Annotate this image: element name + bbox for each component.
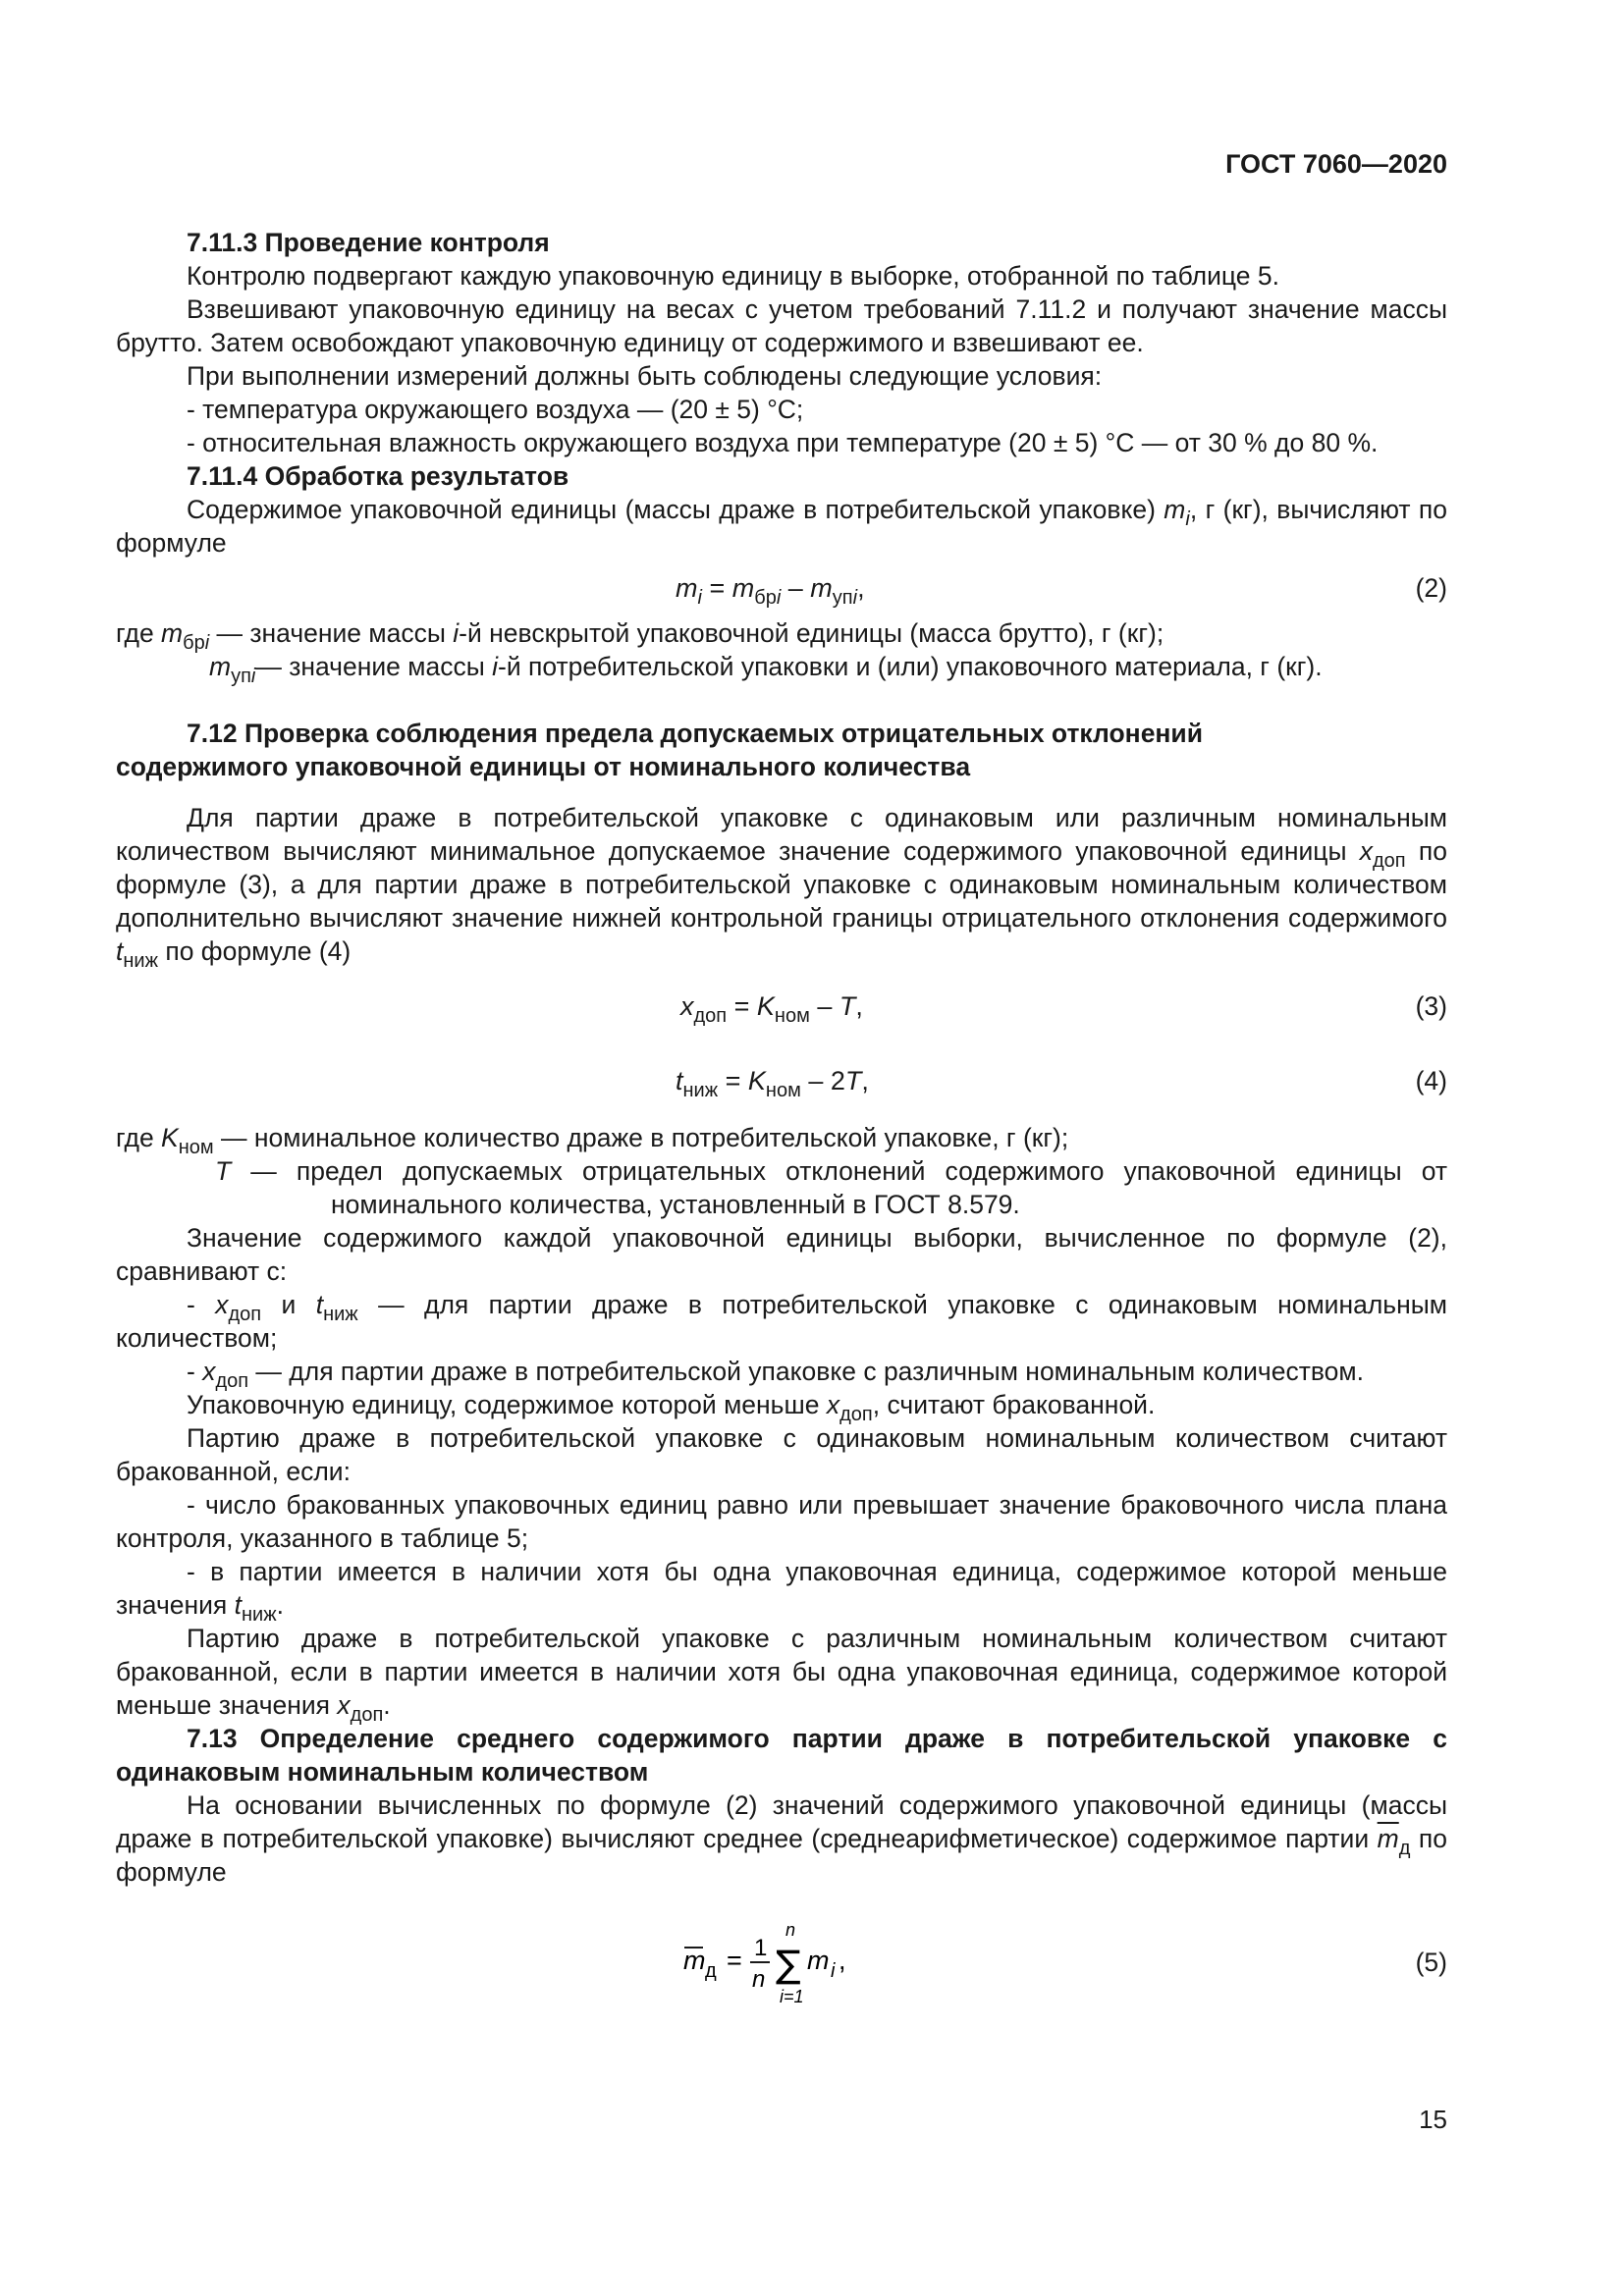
paragraph: Партию драже в потребительской упаковке с различным номинальным количеством считают бракованной, если в партии имеется в наличии хотя бы одна упаковочная единица, содержимое которой меньше значения $x_{доп}$.	[116, 1624, 1447, 1726]
formula-5-numerator: 1	[754, 1935, 768, 1961]
formula-5-upper-limit: n	[785, 1920, 796, 1940]
formula-5-number: (5)	[1415, 1948, 1447, 1977]
formula-4-expression: $t_{ниж} = K_{ном} - 2T$,	[676, 1066, 869, 1101]
list-item: - $x_{доп}$ — для партии драже в потребительской упаковке с различным номинальным количеством.	[187, 1357, 1364, 1392]
paragraph: При выполнении измерений должны быть соблюдены следующие условия:	[187, 361, 1103, 391]
paragraph: Партию драже в потребительской упаковке с одинаковым номинальным количеством считают бракованной, если:	[116, 1423, 1447, 1486]
paragraph: Значение содержимого каждой упаковочной единицы выборки, вычисленное по формуле (2), сравнивают с:	[116, 1223, 1447, 1286]
page-content	[116, 226, 1447, 2026]
document-header: ГОСТ 7060—2020	[1225, 149, 1447, 179]
paragraph: Для партии драже в потребительской упаковке с одинаковым или различным номинальным количеством вычисляют минимальное допускаемое значение содержимого упаковочной единицы $x_{доп}$ по формуле (3), а для партии драже в потребительской упаковке с одинаковым номинальным количеством дополнительно вычисляют значение нижней контрольной границы отрицательного отклонения содержимого $t_{ниж}$ по формуле (4)	[116, 803, 1447, 972]
paragraph: Содержимое упаковочной единицы (массы драже в потребительской упаковке) $m_i$, г (кг), вычисляют по формуле	[116, 495, 1447, 558]
list-item: - в партии имеется в наличии хотя бы одна упаковочная единица, содержимое которой меньше значения $t_{ниж}$.	[116, 1557, 1447, 1626]
section-7-11-4-title: 7.11.4 Обработка результатов	[187, 461, 569, 491]
section-7-12-title-cont: содержимого упаковочной единицы от номинального количества	[116, 752, 971, 781]
definition: $m_{упi}—$ значение массы i-й потребительской упаковки и (или) упаковочного материала, г (кг).	[209, 652, 1323, 687]
formula-5-mean-sub: д	[705, 1960, 717, 1982]
definition: где $m_{брi}$ — значение массы i-й невскрытой упаковочной единицы (масса брутто), г (кг);	[116, 618, 1164, 654]
formula-2-number: (2)	[1415, 573, 1447, 603]
definition: где $K_{ном}$ — номинальное количество драже в потребительской упаковке, г (кг);	[116, 1123, 1069, 1158]
list-item: - относительная влажность окружающего воздуха при температуре (20 ± 5) °С — от 30 % до 80 %.	[187, 428, 1379, 457]
list-item: - температура окружающего воздуха — (20 ± 5) °С;	[187, 395, 804, 424]
section-7-12-title: 7.12 Проверка соблюдения предела допускаемых отрицательных отклонений	[187, 719, 1204, 748]
paragraph: На основании вычисленных по формуле (2) значений содержимого упаковочной единицы (массы драже в потребительской упаковке) вычисляют среднее (среднеарифметическое) содержимое партии $\overline{m}_д$ по формуле	[116, 1790, 1447, 1887]
formula-5-denominator: n	[752, 1966, 766, 1993]
formula-5-term: m	[807, 1946, 830, 1975]
formula-4-number: (4)	[1415, 1066, 1447, 1095]
formula-5-expression	[683, 1918, 919, 2006]
definition: T — предел допускаемых отрицательных отклонений содержимого упаковочной единицы от номинального количества, установленный в ГОСТ 8.579.	[215, 1156, 1447, 1219]
paragraph: Контролю подвергают каждую упаковочную единицу в выборке, отобранной по таблице 5.	[187, 261, 1279, 291]
paragraph: Взвешивают упаковочную единицу на весах с учетом требований 7.11.2 и получают значение массы брутто. Затем освобождают упаковочную единицу от содержимого и взвешивают ее.	[116, 294, 1447, 357]
formula-5-lower-limit: i=1	[780, 1987, 804, 2006]
section-7-13-title: 7.13 Определение среднего содержимого партии драже в потребительской упаковке с одинаковым номинальным количеством	[116, 1724, 1447, 1787]
list-item: - число бракованных упаковочных единиц равно или превышает значение браковочного числа плана контроля, указанного в таблице 5;	[116, 1490, 1447, 1553]
formula-5	[116, 1889, 1447, 2026]
list-item: - $x_{доп}$ и $t_{ниж}$ — для партии драже в потребительской упаковке с одинаковым номинальным количеством;	[116, 1290, 1448, 1353]
formula-3-expression: $x_{доп} = K_{ном} - T$,	[680, 991, 863, 1027]
formula-5-sum-sign: ∑	[776, 1943, 801, 1986]
paragraph: Упаковочную единицу, содержимое которой меньше $x_{доп}$, считают бракованной.	[187, 1390, 1156, 1425]
formula-4	[116, 1042, 1447, 1121]
formula-5-mean: m	[683, 1946, 706, 1975]
formula-5-equals: =	[727, 1946, 742, 1975]
formula-5-comma: ,	[839, 1946, 846, 1975]
section-7-11-3-title: 7.11.3 Проведение контроля	[187, 228, 550, 257]
formula-2-expression: $m_i = m_{брi} - m_{упi}$,	[676, 573, 865, 609]
formula-5-term-sub: i	[831, 1960, 836, 1982]
page-number: 15	[1419, 2105, 1447, 2134]
formula-3-number: (3)	[1415, 991, 1447, 1021]
formula-3	[116, 968, 1447, 1042]
formula-2	[116, 560, 1447, 616]
formula-2-definitions	[116, 616, 1447, 687]
formula-3-4-definitions	[116, 1121, 1447, 1221]
